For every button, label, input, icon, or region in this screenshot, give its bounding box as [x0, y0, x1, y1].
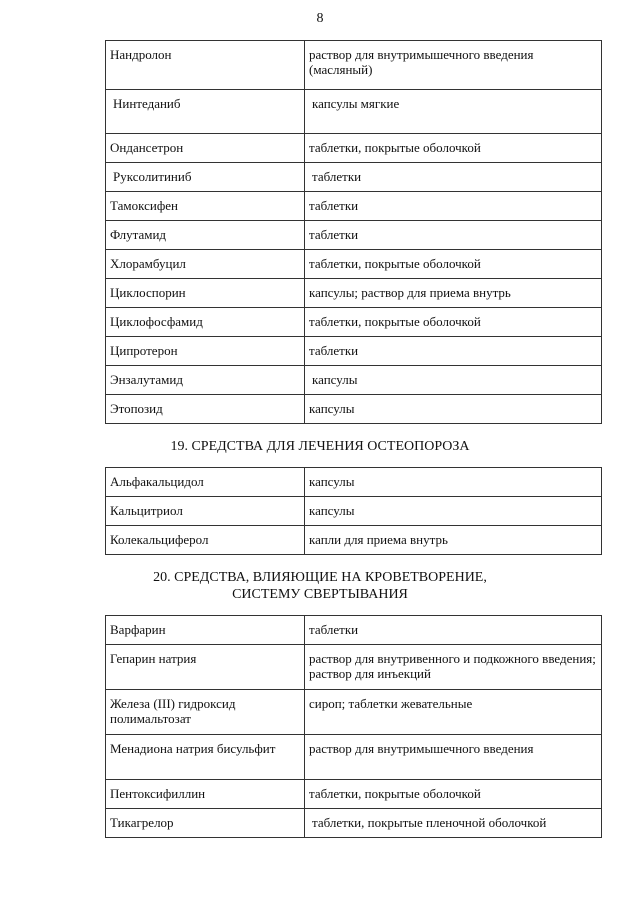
drug-name-cell: Железа (III) гидроксид полимальтозат — [106, 690, 305, 735]
dosage-form-cell: капсулы — [305, 395, 602, 424]
table-row — [106, 780, 602, 809]
dosage-form-cell: таблетки — [305, 192, 602, 221]
table-row — [106, 809, 602, 838]
dosage-form-cell: капсулы — [305, 497, 602, 526]
osteoporosis-drugs-table — [105, 467, 602, 555]
table-row — [106, 468, 602, 497]
dosage-form-cell: таблетки, покрытые оболочкой — [305, 308, 602, 337]
table-row — [106, 690, 602, 735]
table-row — [106, 395, 602, 424]
dosage-form-cell: капсулы — [305, 468, 602, 497]
drug-name-cell: Варфарин — [106, 616, 305, 645]
table-row — [106, 337, 602, 366]
drug-name-cell: Хлорамбуцил — [106, 250, 305, 279]
table-row — [106, 41, 602, 90]
table-row — [106, 279, 602, 308]
drug-name-cell: Гепарин натрия — [106, 645, 305, 690]
dosage-form-cell: капсулы мягкие — [305, 90, 602, 134]
drug-name-cell: Энзалутамид — [106, 366, 305, 395]
drug-name-cell: Альфакальцидол — [106, 468, 305, 497]
dosage-form-cell: таблетки — [305, 221, 602, 250]
table-row — [106, 526, 602, 555]
drug-name-cell: Менадиона натрия бисульфит — [106, 735, 305, 780]
table-row — [106, 497, 602, 526]
table-row — [106, 616, 602, 645]
section-20-title-line2: СИСТЕМУ СВЕРТЫВАНИЯ — [232, 587, 408, 602]
dosage-form-cell: таблетки, покрытые оболочкой — [305, 780, 602, 809]
drug-name-cell: Циклоспорин — [106, 279, 305, 308]
table-row — [106, 221, 602, 250]
drug-name-cell: Этопозид — [106, 395, 305, 424]
table-row — [106, 90, 602, 134]
section-20-title — [0, 569, 640, 603]
table-row — [106, 250, 602, 279]
table-row — [106, 735, 602, 780]
table-row — [106, 366, 602, 395]
drug-name-cell: Ондансетрон — [106, 134, 305, 163]
dosage-form-cell: таблетки — [305, 337, 602, 366]
dosage-form-cell: таблетки, покрытые пленочной оболочкой — [305, 809, 602, 838]
drug-table-continued — [105, 40, 602, 424]
drug-name-cell: Тикагрелор — [106, 809, 305, 838]
dosage-form-cell: таблетки — [305, 616, 602, 645]
page-number: 8 — [316, 11, 324, 26]
dosage-form-cell: таблетки, покрытые оболочкой — [305, 250, 602, 279]
drug-name-cell: Нандролон — [106, 41, 305, 90]
dosage-form-cell: капсулы — [305, 366, 602, 395]
dosage-form-cell: раствор для внутривенного и подкожного введения; раствор для инъекций — [305, 645, 602, 690]
drug-name-cell: Флутамид — [106, 221, 305, 250]
drug-name-cell: Ципротерон — [106, 337, 305, 366]
table-row — [106, 134, 602, 163]
table-row — [106, 163, 602, 192]
section-19-title: 19. СРЕДСТВА ДЛЯ ЛЕЧЕНИЯ ОСТЕОПОРОЗА — [170, 439, 470, 454]
table-row — [106, 192, 602, 221]
drug-name-cell: Тамоксифен — [106, 192, 305, 221]
drug-name-cell: Пентоксифиллин — [106, 780, 305, 809]
dosage-form-cell: капсулы; раствор для приема внутрь — [305, 279, 602, 308]
hematopoiesis-drugs-table — [105, 615, 602, 838]
table-row — [106, 645, 602, 690]
drug-name-cell: Циклофосфамид — [106, 308, 305, 337]
dosage-form-cell: раствор для внутримышечного введения — [305, 735, 602, 780]
table-row — [106, 308, 602, 337]
dosage-form-cell: раствор для внутримышечного введения (масляный) — [305, 41, 602, 90]
drug-name-cell: Руксолитиниб — [106, 163, 305, 192]
drug-name-cell: Кальцитриол — [106, 497, 305, 526]
dosage-form-cell: капли для приема внутрь — [305, 526, 602, 555]
dosage-form-cell: таблетки — [305, 163, 602, 192]
dosage-form-cell: таблетки, покрытые оболочкой — [305, 134, 602, 163]
dosage-form-cell: сироп; таблетки жевательные — [305, 690, 602, 735]
drug-name-cell: Нинтеданиб — [106, 90, 305, 134]
section-20-title-line1: 20. СРЕДСТВА, ВЛИЯЮЩИЕ НА КРОВЕТВОРЕНИЕ, — [153, 570, 487, 585]
drug-name-cell: Колекальциферол — [106, 526, 305, 555]
